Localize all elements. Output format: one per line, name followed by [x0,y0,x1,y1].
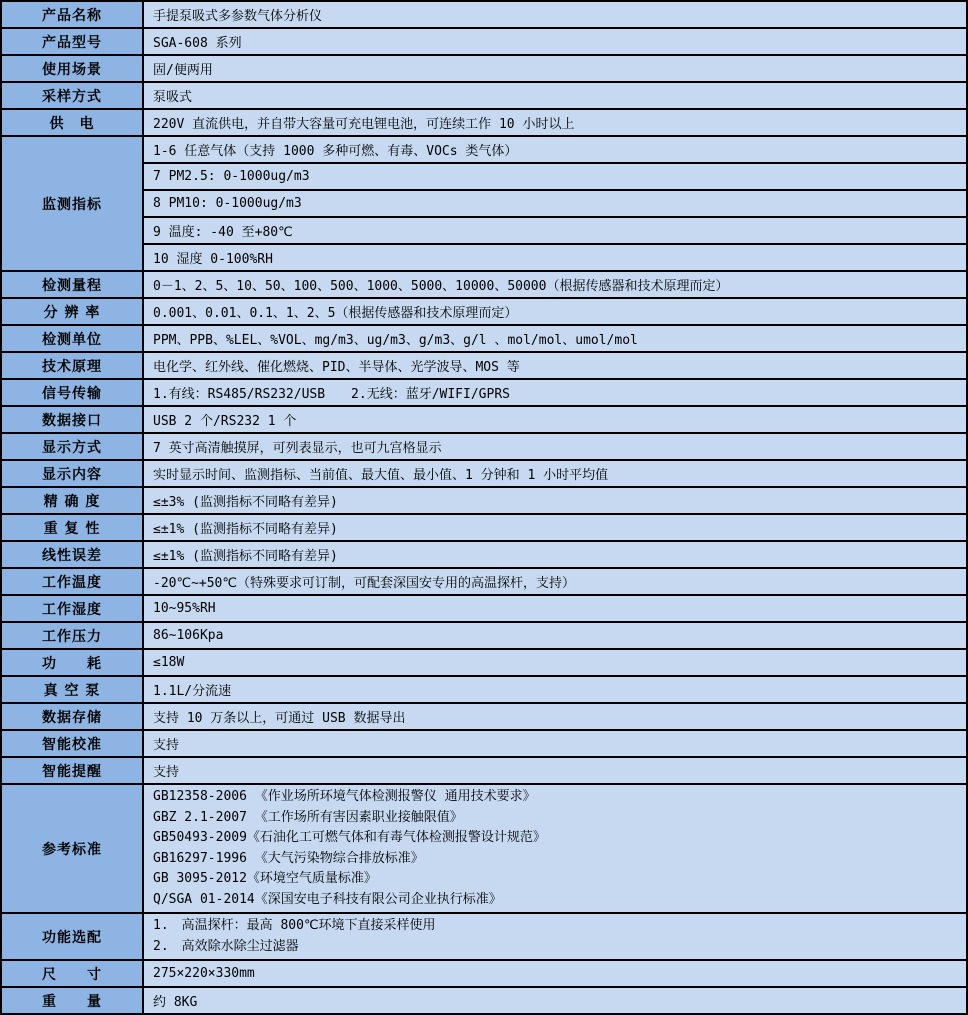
row-value: 支持 [143,757,967,784]
row-label: 参考标准 [1,784,143,913]
row-label: 智能校准 [1,730,143,757]
spec-row-vacuum-pump [1,676,967,703]
standard-line: GB 3095-2012《环境空气质量标准》 [153,871,377,886]
row-value: 固/便两用 [143,55,967,82]
monitoring-item: 9 温度: -40 至+80℃ [143,217,967,244]
row-label: 功能选配 [1,913,143,960]
standard-line: GB12358-2006 《作业场所环境气体检测报警仪 通用技术要求》 [153,789,536,804]
row-label: 数据存储 [1,703,143,730]
row-value: 手提泵吸式多参数气体分析仪 [143,1,967,28]
row-label: 产品名称 [1,1,143,28]
spec-row-monitoring-indicators [1,136,967,163]
row-label: 信号传输 [1,379,143,406]
row-label: 显示方式 [1,433,143,460]
spec-row-usage-scene [1,55,967,82]
option-line: 1. 高温探杆：最高 800℃环境下直接采样使用 [153,918,436,933]
row-value: 220V 直流供电，并自带大容量可充电锂电池，可连续工作 10 小时以上 [143,109,967,136]
row-value: ≤±1% (监测指标不同略有差异) [143,541,967,568]
row-label: 真 空 泵 [1,676,143,703]
spec-row-data-storage [1,703,967,730]
row-value: 支持 10 万条以上，可通过 USB 数据导出 [143,703,967,730]
spec-row-linearity-error [1,541,967,568]
spec-row-dimensions [1,960,967,987]
spec-row-repeatability [1,514,967,541]
standard-line: GBZ 2.1-2007 《工作场所有害因素职业接触限值》 [153,809,463,825]
spec-row-smart-reminder [1,757,967,784]
spec-row-reference-standards [1,784,967,913]
row-label: 工作压力 [1,622,143,649]
row-label: 线性误差 [1,541,143,568]
row-label: 精 确 度 [1,487,143,514]
row-label: 分 辨 率 [1,298,143,325]
row-label: 技术原理 [1,352,143,379]
row-label: 智能提醒 [1,757,143,784]
row-label: 重 复 性 [1,514,143,541]
row-label: 使用场景 [1,55,143,82]
row-value: 实时显示时间、监测指标、当前值、最大值、最小值、1 分钟和 1 小时平均值 [143,460,967,487]
spec-row-product-name [1,1,967,28]
row-label: 显示内容 [1,460,143,487]
row-value: 0.001、0.01、0.1、1、2、5（根据传感器和技术原理而定） [143,298,967,325]
row-value: 1.1L/分流速 [143,676,967,703]
row-value: 7 英寸高清触摸屏，可列表显示，也可九宫格显示 [143,433,967,460]
row-value: 275×220×330mm [143,960,967,987]
spec-row-working-temperature [1,568,967,595]
spec-row-data-interface [1,406,967,433]
row-value: 泵吸式 [143,82,967,109]
spec-row-power-supply [1,109,967,136]
row-value [143,913,967,960]
spec-row-detection-unit [1,325,967,352]
spec-row-detection-range [1,271,967,298]
spec-row-working-pressure [1,622,967,649]
row-value: 86~106Kpa [143,622,967,649]
row-value: 约 8KG [143,987,967,1014]
standard-line: GB16297-1996 《大气污染物综合排放标准》 [153,850,424,866]
row-value: 1.有线：RS485/RS232/USB 2.无线：蓝牙/WIFI/GPRS [143,379,967,406]
monitoring-item: 10 湿度 0-100%RH [143,244,967,271]
row-label: 检测单位 [1,325,143,352]
standard-line: Q/SGA 01-2014《深国安电子科技有限公司企业执行标准》 [153,891,502,907]
row-value: 0－1、2、5、10、50、100、500、1000、5000、10000、50000（根据传感器和技术原理而定） [143,271,967,298]
spec-row-resolution [1,298,967,325]
row-label: 功 耗 [1,649,143,676]
row-value: ≤±1% (监测指标不同略有差异) [143,514,967,541]
row-value: PPM、PPB、%LEL、%VOL、mg/m3、ug/m3、g/m3、g/l 、mol/mol、umol/mol [143,325,967,352]
row-label: 检测量程 [1,271,143,298]
spec-row-monitoring-item [1,244,967,271]
row-value [143,784,967,913]
row-value: 电化学、红外线、催化燃烧、PID、半导体、光学波导、MOS 等 [143,352,967,379]
row-label: 工作湿度 [1,595,143,622]
option-line: 2. 高效除水除尘过滤器 [153,938,299,954]
row-label: 供 电 [1,109,143,136]
spec-row-optional-functions [1,913,967,960]
spec-row-accuracy [1,487,967,514]
row-value: 10~95%RH [143,595,967,622]
row-value: USB 2 个/RS232 1 个 [143,406,967,433]
row-label: 数据接口 [1,406,143,433]
spec-row-display-mode [1,433,967,460]
spec-row-working-humidity [1,595,967,622]
row-value: ≤±3% (监测指标不同略有差异) [143,487,967,514]
standard-line: GB50493-2009《石油化工可燃气体和有毒气体检测报警设计规范》 [153,830,546,845]
row-label: 工作温度 [1,568,143,595]
spec-row-power-consumption [1,649,967,676]
monitoring-item: 8 PM10: 0-1000ug/m3 [143,190,967,217]
row-label: 产品型号 [1,28,143,55]
row-label: 重 量 [1,987,143,1014]
row-value: -20℃~+50℃（特殊要求可订制，可配套深国安专用的高温探杆，支持） [143,568,967,595]
row-value: 支持 [143,730,967,757]
spec-row-model [1,28,967,55]
row-label: 尺 寸 [1,960,143,987]
monitoring-item: 1-6 任意气体（支持 1000 多种可燃、有毒、VOCs 类气体） [143,136,967,163]
row-label: 采样方式 [1,82,143,109]
spec-row-monitoring-item [1,190,967,217]
spec-row-signal-transmission [1,379,967,406]
spec-row-monitoring-item [1,217,967,244]
spec-row-smart-calibration [1,730,967,757]
row-label: 监测指标 [1,136,143,271]
spec-row-sampling-method [1,82,967,109]
row-value: SGA-608 系列 [143,28,967,55]
row-value: ≤18W [143,649,967,676]
spec-row-monitoring-item [1,163,967,190]
monitoring-item: 7 PM2.5: 0-1000ug/m3 [143,163,967,190]
spec-row-technical-principle [1,352,967,379]
spec-row-display-content [1,460,967,487]
